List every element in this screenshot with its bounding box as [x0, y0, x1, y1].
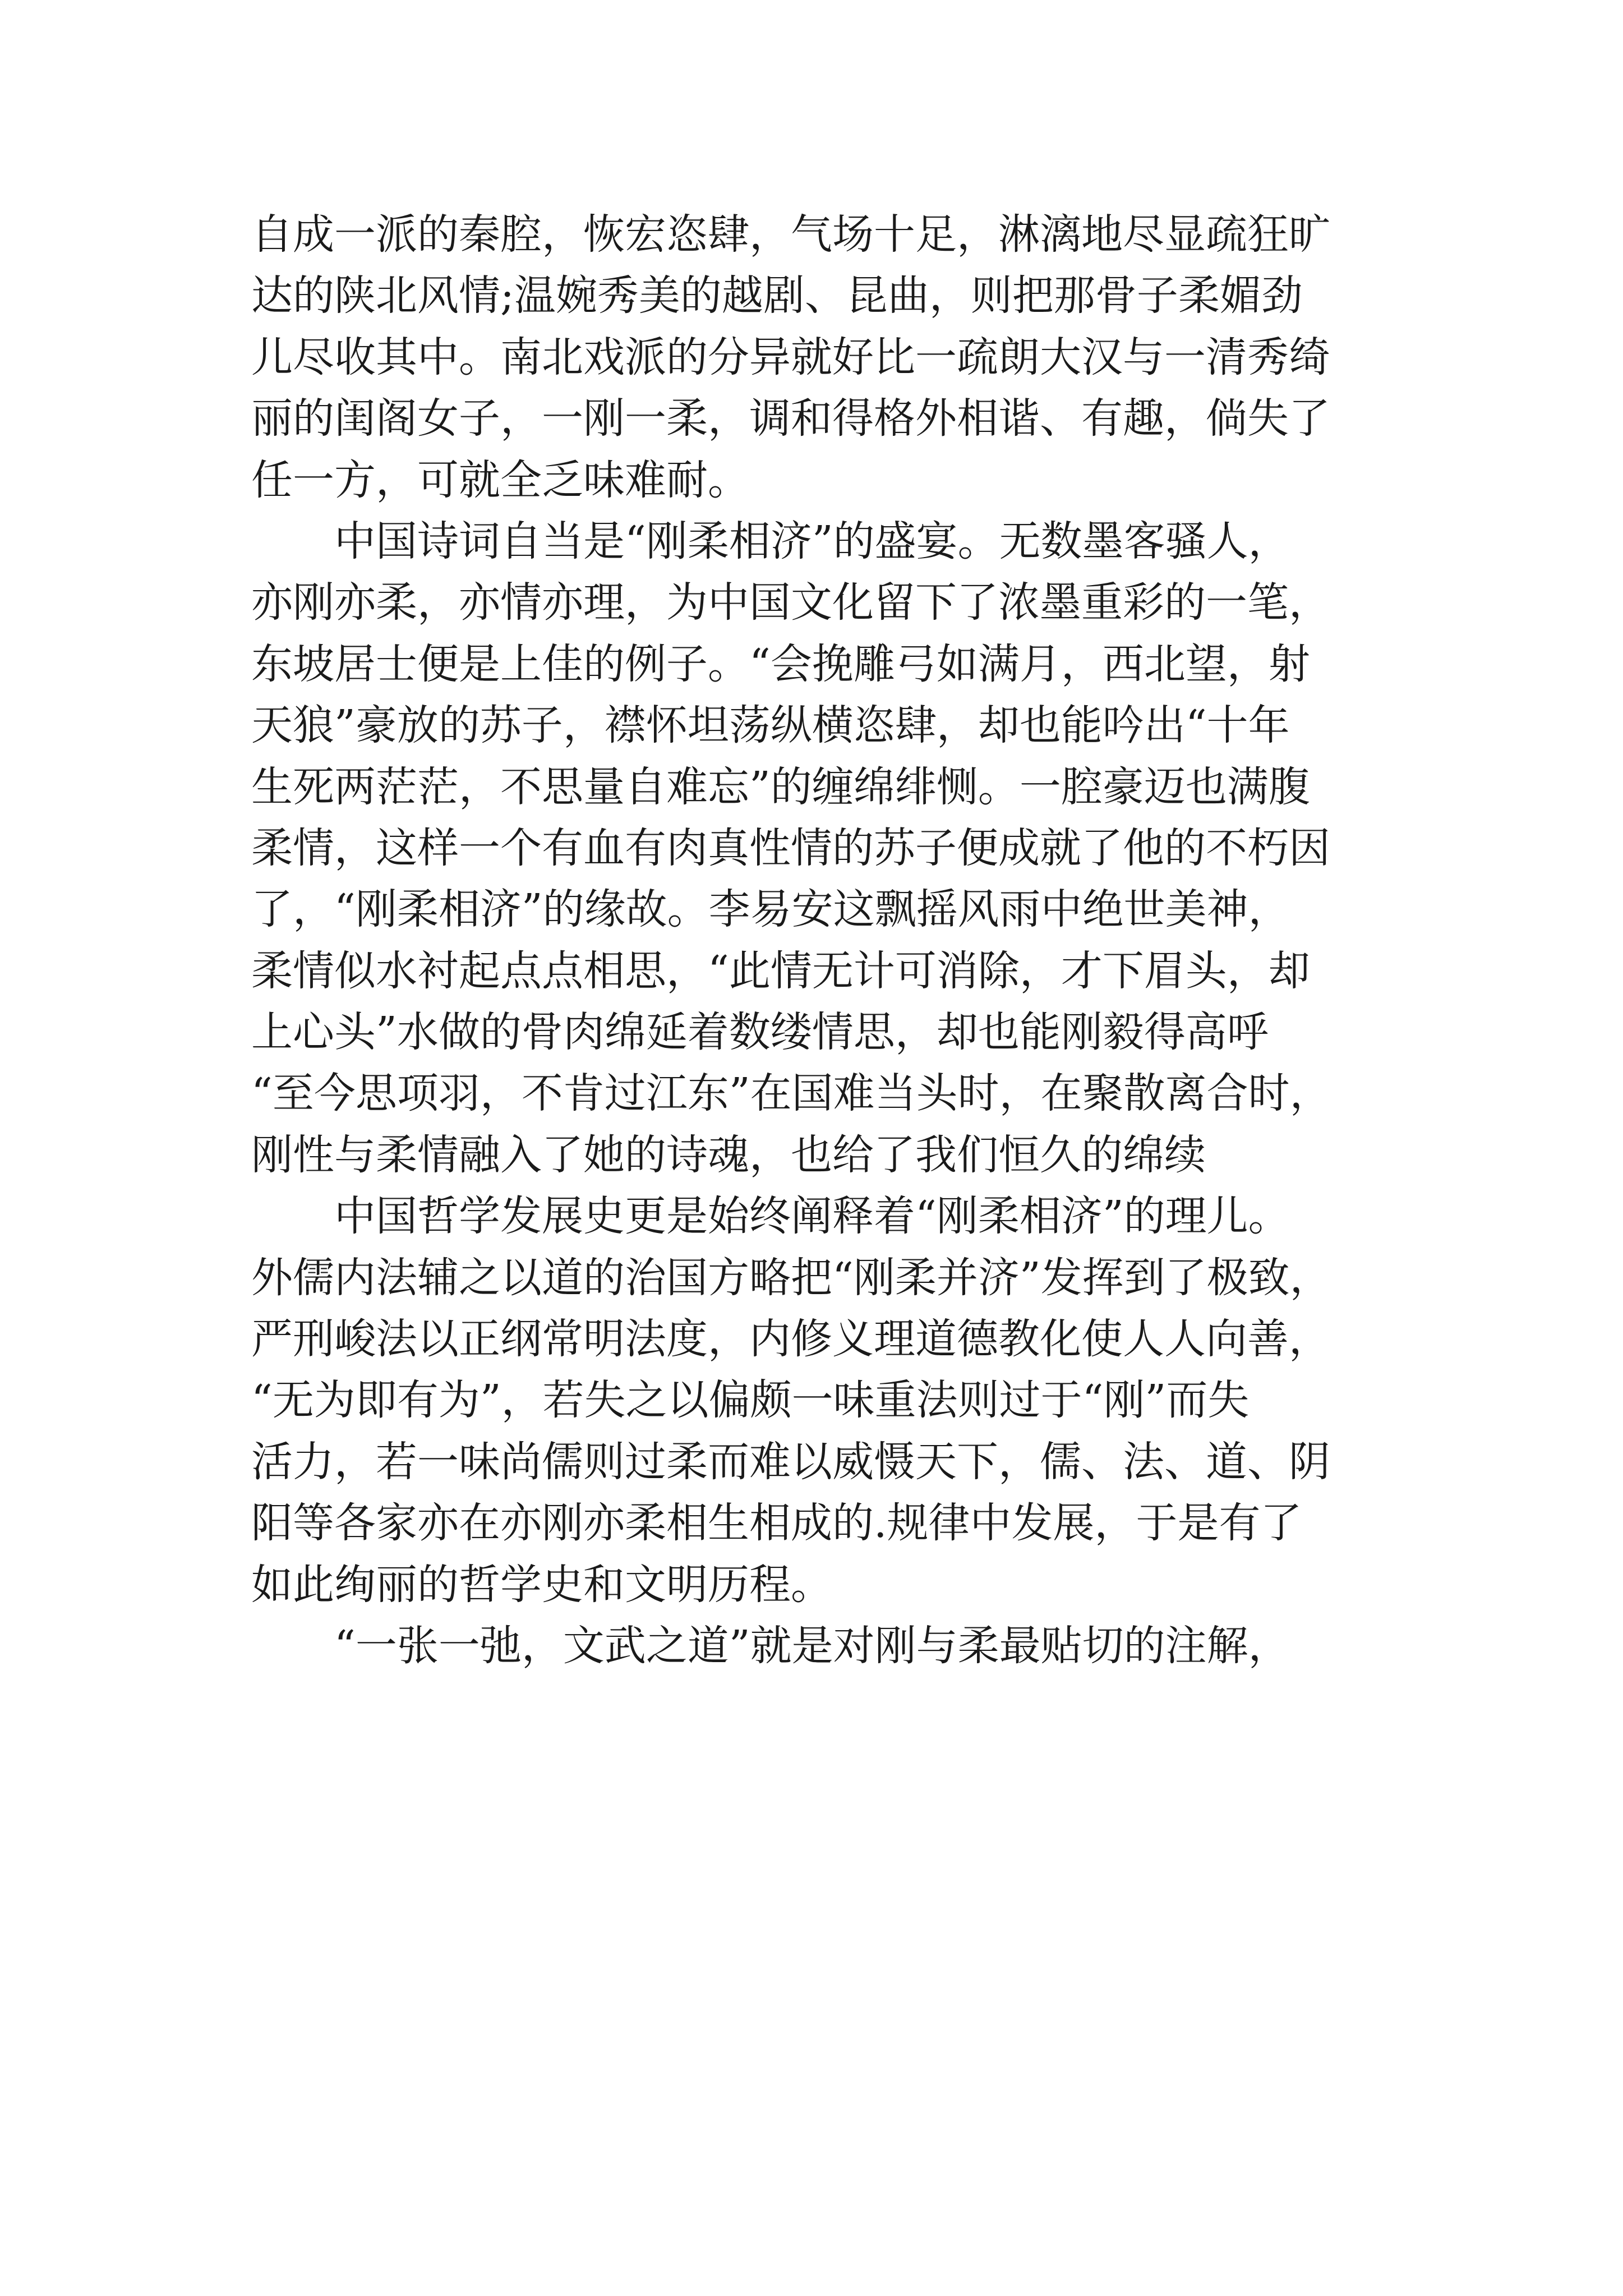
text-line: 达的陕北风情;温婉秀美的越剧、昆曲，则把那骨子柔媚劲	[251, 272, 1303, 320]
text-line: 阳等各家亦在亦刚亦柔相生相成的.规律中发展，于是有了	[251, 1499, 1302, 1548]
essay-body	[251, 208, 1411, 1680]
text-line: “无为即有为”，若失之以偏颇一味重法则过于“刚”而失	[251, 1376, 1249, 1425]
text-line: 中国哲学发展史更是始终阐释着“刚柔相济”的理儿。	[251, 1192, 1290, 1241]
text-line: 外儒内法辅之以道的治国方略把“刚柔并济”发挥到了极致，	[251, 1253, 1331, 1302]
text-line: 中国诗词自当是“刚柔相济”的盛宴。无数墨客骚人，	[251, 517, 1290, 565]
text-line: 儿尽收其中。南北戏派的分异就好比一疏朗大汉与一清秀绮	[251, 333, 1330, 381]
text-line: 丽的闺阁女子，一刚一柔，调和得格外相谐、有趣，倘失了	[251, 394, 1330, 443]
text-line: 天狼”豪放的苏子，襟怀坦荡纵横恣肆，却也能吟出“十年	[251, 701, 1290, 750]
text-line: 柔情似水衬起点点相思，“此情无计可消除，才下眉头，却	[251, 946, 1310, 995]
text-line: 了，“刚柔相济”的缘故。李易安这飘摇风雨中绝世美神，	[251, 885, 1290, 934]
text-line: 刚性与柔情融入了她的诗魂，也给了我们恒久的绵续	[251, 1130, 1206, 1179]
text-line: 活力，若一味尚儒则过柔而难以威慑天下，儒、法、道、阴	[251, 1437, 1330, 1486]
text-line: 如此绚丽的哲学史和文明历程。	[251, 1560, 832, 1609]
text-line: 任一方，可就全乏味难耐。	[251, 455, 749, 504]
text-line: 生死两茫茫，不思量自难忘”的缠绵绯恻。一腔豪迈也满腹	[251, 762, 1310, 811]
text-line: “一张一弛，文武之道”就是对刚与柔最贴切的注解，	[251, 1621, 1290, 1670]
text-line: “至今思项羽，不肯过江东”在国难当头时，在聚散离合时，	[251, 1069, 1331, 1118]
text-line: 严刑峻法以正纲常明法度，内修义理道德教化使人人向善，	[251, 1315, 1330, 1364]
text-line: 上心头”水做的骨肉绵延着数缕情思，却也能刚毅得高呼	[251, 1008, 1269, 1057]
text-line: 柔情，这样一个有血有肉真性情的苏子便成就了他的不朽因	[251, 823, 1330, 872]
text-line: 亦刚亦柔，亦情亦理，为中国文化留下了浓墨重彩的一笔，	[251, 578, 1330, 627]
text-line: 自成一派的秦腔，恢宏恣肆，气场十足，淋漓地尽显疏狂旷	[251, 210, 1330, 259]
text-line: 东坡居士便是上佳的例子。“会挽雕弓如满月，西北望，射	[251, 639, 1310, 688]
